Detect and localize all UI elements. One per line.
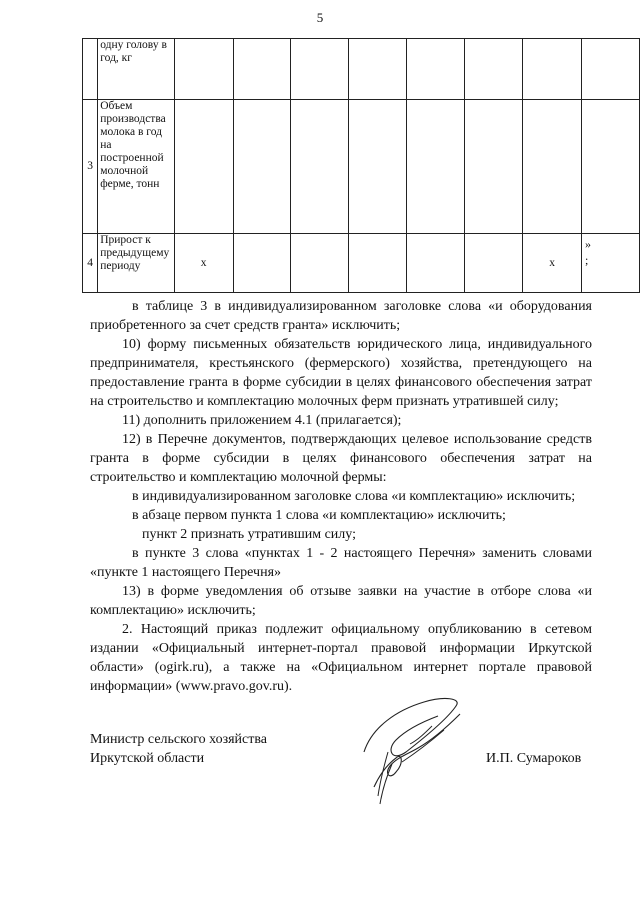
- table-row: [83, 39, 640, 100]
- paragraph: 12) в Перечне документов, подтверждающих целевое использование средств гранта в форме субсидии в целях финансового обеспечения затрат на строительство и комплектацию молочной фермы:: [90, 432, 592, 485]
- table-cell: х: [174, 234, 233, 293]
- signatory-position-line1: Министр сельского хозяйства: [90, 732, 267, 747]
- table-cell: [291, 100, 349, 234]
- table-cell: [582, 100, 640, 234]
- row-number: 3: [83, 100, 98, 234]
- table-cell: [523, 39, 582, 100]
- table-cell: [174, 39, 233, 100]
- paragraph: в абзаце первом пункта 1 слова «и комплектацию» исключить;: [132, 508, 506, 523]
- paragraph: 2. Настоящий приказ подлежит официальному опубликованию в сетевом издании «Официальный интернет-портал правовой информации Иркутской области» (ogirk.ru), а также на «Официальном интернет портале правовой информации» (www.pravo.gov.ru).: [90, 622, 592, 694]
- table-cell: [291, 234, 349, 293]
- closing-semicolon: ;: [585, 253, 589, 267]
- table-cell: [582, 39, 640, 100]
- page-number: 5: [316, 10, 324, 25]
- table-cell: [523, 100, 582, 234]
- indicator-name: Объем производства молока в год на построенной молочной ферме, тонн: [98, 100, 175, 234]
- document-body: [90, 297, 592, 696]
- table-cell: [407, 100, 465, 234]
- handwritten-signature: [352, 692, 472, 807]
- table-cell: [465, 100, 523, 234]
- row-number: [83, 39, 98, 100]
- table-cell: [233, 39, 291, 100]
- signatory-position-line2: Иркутской области: [90, 751, 205, 766]
- paragraph: в индивидуализированном заголовке слова «и комплектацию» исключить;: [132, 489, 576, 504]
- table-cell: [291, 39, 349, 100]
- paragraph: 11) дополнить приложением 4.1 (прилагается);: [122, 413, 402, 428]
- table-cell: [349, 234, 407, 293]
- table-cell: [407, 39, 465, 100]
- paragraph: в пункте 3 слова «пунктах 1 - 2 настоящего Перечня» заменить словами «пункте 1 настоящего Перечня»: [90, 546, 592, 580]
- table-cell: [233, 100, 291, 234]
- table-cell: [174, 100, 233, 234]
- table-row: [83, 100, 640, 234]
- table-cell: [465, 39, 523, 100]
- paragraph: пункт 2 признать утратившим силу;: [142, 527, 356, 542]
- table-cell: [233, 234, 291, 293]
- table-cell: [465, 234, 523, 293]
- closing-quote: »: [585, 237, 591, 251]
- indicator-name: одну голову в год, кг: [98, 39, 175, 100]
- table-cell: [349, 100, 407, 234]
- signatory-name: И.П. Сумароков: [486, 751, 582, 766]
- table-cell: [349, 39, 407, 100]
- indicator-table: [82, 38, 640, 293]
- table-cell: [407, 234, 465, 293]
- indicator-name: Прирост к предыдущему периоду: [98, 234, 175, 293]
- paragraph: в таблице 3 в индивидуализированном заголовке слова «и оборудования приобретенного за счет средств гранта» исключить;: [90, 299, 592, 333]
- paragraph: 13) в форме уведомления об отзыве заявки на участие в отборе слова «и комплектацию» исключить;: [90, 584, 592, 618]
- table-row: [83, 234, 640, 293]
- row-number: 4: [83, 234, 98, 293]
- table-cell: х: [523, 234, 582, 293]
- paragraph: 10) форму письменных обязательств юридического лица, индивидуального предпринимателя, крестьянского (фермерского) хозяйства, претендующего на предоставление гранта в форме субсидии в целях финансового обеспечения затрат на строительство и комплектацию молочных ферм признать утратившей силу;: [90, 337, 592, 409]
